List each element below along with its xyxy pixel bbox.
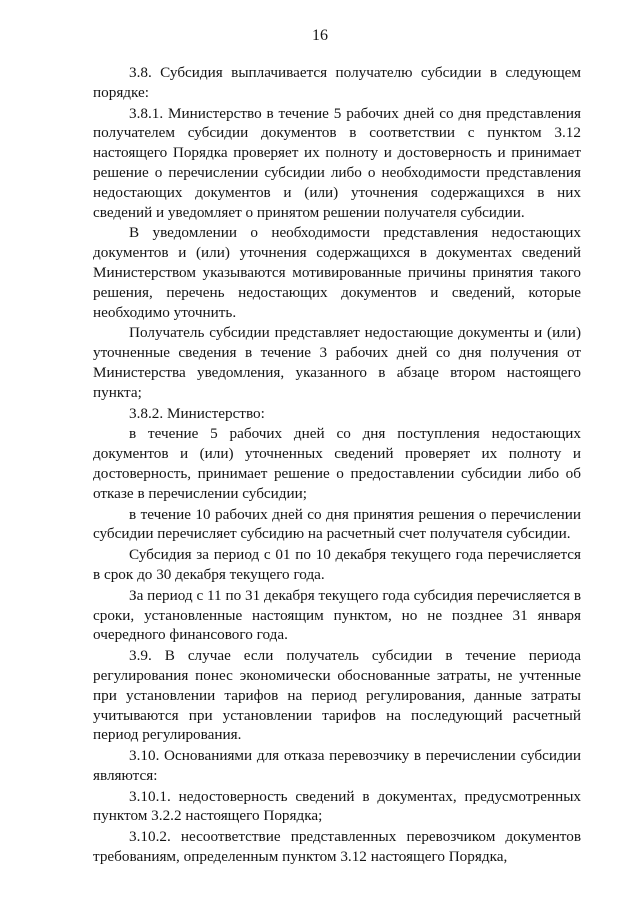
- paragraph-3-10-1: 3.10.1. недостоверность сведений в документах, предусмотренных пунктом 3.2.2 настоящего Порядка;: [93, 787, 581, 825]
- paragraph-notification: В уведомлении о необходимости представления недостающих документов и (или) уточнения содержащихся в документах сведений Министерством указываются мотивированные причины принятия такого решения, перечень недостающих документов и сведений, которые необходимо уточнить.: [93, 224, 581, 321]
- paragraph-recipient-submits: Получатель субсидии представляет недостающие документы и (или) уточненные сведения в течение 3 рабочих дней со дня получения от Министерства уведомления, указанного в абзаце втором настоящего пункта;: [93, 324, 581, 401]
- paragraph-3-9: 3.9. В случае если получатель субсидии в течение периода регулирования понес экономически обоснованные затраты, не учтенные при установлении тарифов на период регулирования, данные затраты учитываются при установлении тарифов на последующий расчетный период регулирования.: [93, 647, 581, 744]
- paragraph-3-8: 3.8. Субсидия выплачивается получателю субсидии в следующем порядке:: [93, 64, 581, 101]
- paragraph-december-1-10: Субсидия за период с 01 по 10 декабря текущего года перечисляется в срок до 30 декабря текущего года.: [93, 546, 581, 583]
- page-number: 16: [312, 27, 328, 44]
- paragraph-3-8-1: 3.8.1. Министерство в течение 5 рабочих дней со дня представления получателем субсидии документов в соответствии с пунктом 3.12 настоящего Порядка проверяет их полноту и достоверность и принимает решение о перечислении субсидии либо о необходимости представления недостающих документов и (или) уточнения содержащихся в них сведений и уведомляет о принятом решении получателя субсидии.: [93, 104, 581, 221]
- paragraph-3-10: 3.10. Основаниями для отказа перевозчику в перечислении субсидии являются:: [93, 747, 581, 784]
- body-text: [93, 63, 581, 867]
- paragraph-3-8-2: 3.8.2. Министерство:: [129, 404, 265, 422]
- paragraph-check-5-days: в течение 5 рабочих дней со дня поступления недостающих документов и (или) уточненных сведений проверяет их полноту и достоверность, принимает решение о предоставлении субсидии либо об отказе в перечислении субсидии;: [93, 425, 581, 502]
- paragraph-december-11-31: За период с 11 по 31 декабря текущего года субсидия перечисляется в сроки, установленные настоящим пунктом, но не позднее 31 января очередного финансового года.: [93, 586, 581, 644]
- paragraph-transfer-10-days: в течение 10 рабочих дней со дня принятия решения о перечислении субсидии перечисляет субсидию на расчетный счет получателя субсидии.: [93, 505, 581, 543]
- paragraph-3-10-2: 3.10.2. несоответствие представленных перевозчиком документов требованиям, определенным пунктом 3.12 настоящего Порядка,: [93, 828, 581, 866]
